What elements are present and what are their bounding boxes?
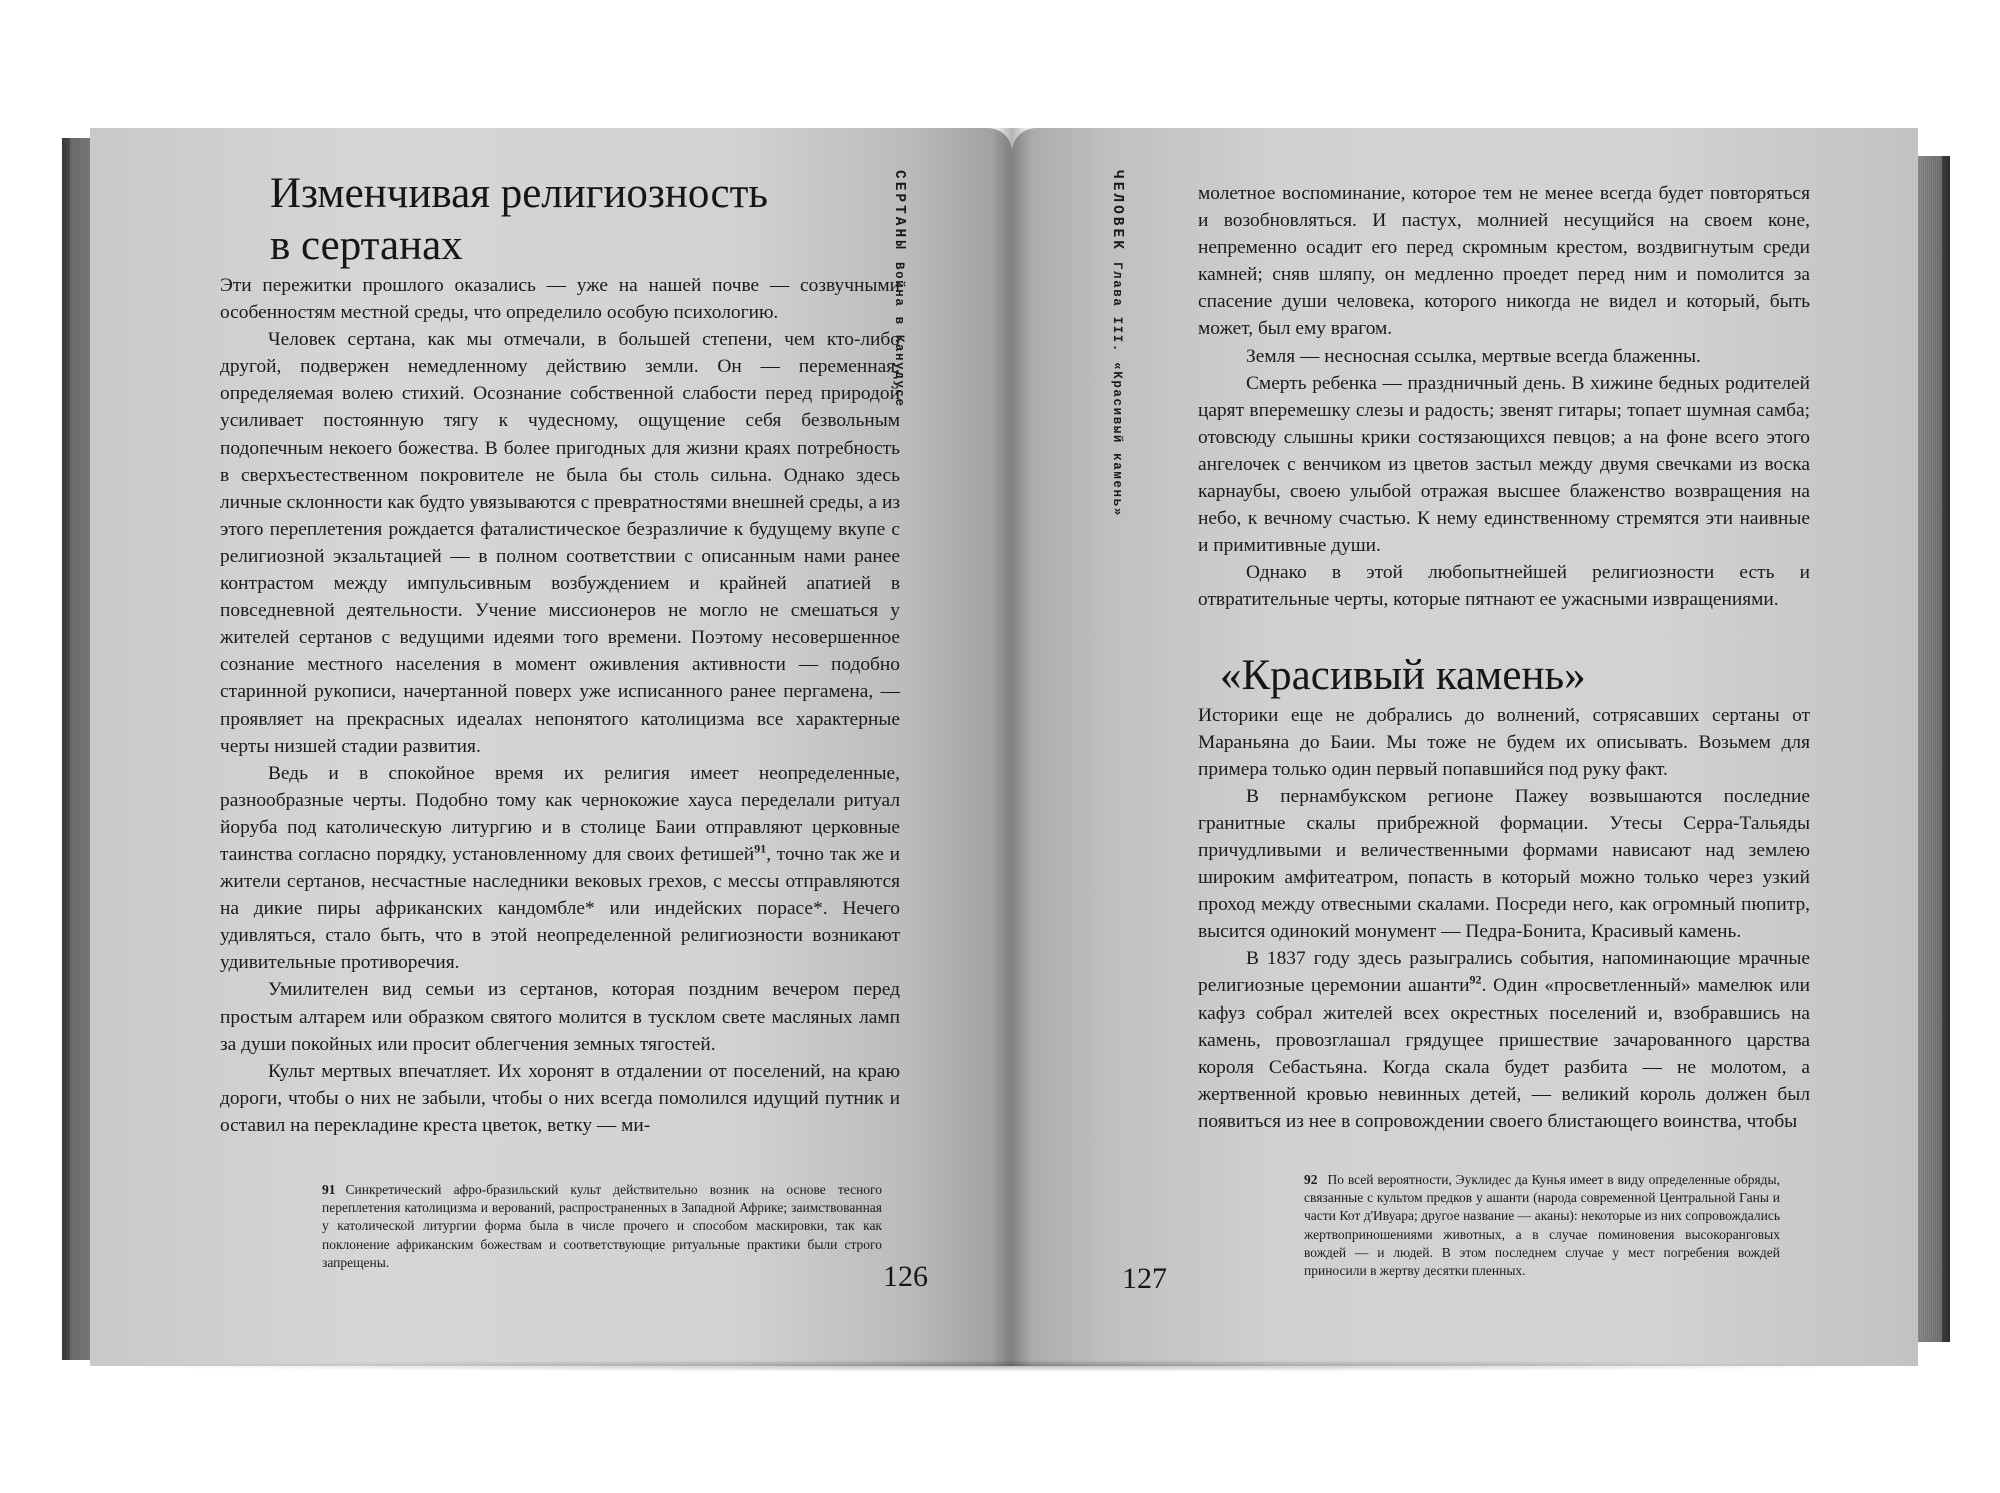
section-title: «Красивый камень» xyxy=(1220,651,1586,699)
footnote-text: По всей вероятности, Эуклидес да Кунья имеет в виду определенные обряды, связанные с культом предков у ашанти (народа современной Центральной Ганы и части Кот д'Ивуара; другое название — аканы): некоторые из них сопровождались жертвоприношениями животных, а в случае поминовения высокоранговых вождей — и людей. В этом последнем случае у мест погребения вождей приносили в жертву десятки пленных. xyxy=(1304,1172,1780,1279)
footnote xyxy=(1304,1171,1780,1280)
right-page xyxy=(1012,128,1918,1366)
paragraph: Человек сертана, как мы отмечали, в большей степени, чем кто-либо другой, подвержен немедленному действию земли. Он — переменная, определяемая волею стихий. Осознание собственной слабости перед природой усиливает постоянную тягу к чудесному, ощущение себя безвольным подопечным некоего божества. В более пригодных для жизни краях потребность в сверхъестественном покровителе не была бы столь сильна. Однако здесь личные склонности как будто увязываются с превратностями внешней среды, а из этого переплетения рождается фаталистическое безразличие к будущему вкупе с религиозной экзальтацией — в полном соответствии с описанным нами ранее контрастом между импульсивным возбуждением и крайней апатией в повседневной деятельности. Учение миссионеров не могло не смешаться у жителей сертанов с ведущими идеями того времени. Поэтому несовершенное сознание местного населения в момент оживления активности — подобно старинной рукописи, начертанной поверх уже исписанного ранее пергамена, — проявляет на прекрасных идеалах непонятого католицизма все характерные черты низшей стадии развития. xyxy=(220,329,900,757)
running-head-right xyxy=(1108,170,1126,516)
running-head-subtitle: Война в Канудусе xyxy=(892,261,906,408)
paragraph xyxy=(220,760,900,977)
footnote-text: Синкретический афро-бразильский культ действительно возник на основе тесного переплетения католицизма и верований, распространенных в Западной Африке; заимствованная у католической литургии форма была в числе прочего и способом маскировки, так как поклонение африканским божествам и соответствующие ритуальные практики были строго запрещены. xyxy=(322,1182,882,1270)
paragraph-text: Ведь и в спокойное время их религия имеет неопределенные, разнообразные черты. Подобно тому как чернокожие хауса переделали ритуал йоруба под католическую литургию и в столице Баии отправляют церковные таинства согласно порядку, установленному для своих фетишей xyxy=(220,762,900,865)
paragraph: Культ мертвых впечатляет. Их хоронят в отдалении от поселений, на краю дороги, чтобы о них не забыли, чтобы о них всегда помолился идущий путник и оставил на перекладине креста цветок, ветку — ми- xyxy=(220,1060,900,1136)
running-head-subtitle: Глава III. «Красивый камень» xyxy=(1110,261,1124,517)
footnote-ref: 92 xyxy=(1469,972,1482,987)
book-gutter-shadow xyxy=(992,128,1032,1366)
footnote-number: 92 xyxy=(1304,1172,1318,1187)
chapter-title-line-2: в сертанах xyxy=(270,222,463,269)
chapter-title xyxy=(270,168,900,272)
page-number: 126 xyxy=(883,1260,928,1293)
paragraph: Смерть ребенка — праздничный день. В хижине бедных родителей царят вперемешку слезы и радость; звенят гитары; топает шумная самба; отовсюду слышны крики состязающихся певцов; а на фоне всего этого ангелочек с венчиком из цветов застыл между двумя свечками из воска карнаубы, своею улыбой отражая высшее блаженство возвращения на небо, к вечному счастью. К нему единственному стремятся эти наивные и примитивные души. xyxy=(1198,372,1810,557)
book-page-edges-left xyxy=(62,138,92,1360)
paragraph: В пернамбукском регионе Пажеу возвышаются последние гранитные скалы прибрежной формации. Утесы Серра-Тальяды причудливыми и величественными формами нависают над землею широким амфитеатром, попасть в который можно только через узкий проход между отвесными скалами. Посреди него, как огромный пюпитр, высится одинокий монумент — Педра-Бонита, Красивый камень. xyxy=(1198,785,1810,943)
paragraph: Эти пережитки прошлого оказались — уже на нашей почве — созвучными особенностям местной среды, что определило особую психологию. xyxy=(220,275,900,324)
right-page-text xyxy=(1198,180,1810,1135)
book-page-edges-right xyxy=(1916,156,1950,1342)
paragraph: Однако в этой любопытнейшей религиозности есть и отвратительные черты, которые пятнают ее ужасными извращениями. xyxy=(1198,562,1810,611)
paragraph xyxy=(1198,945,1810,1135)
page-number: 127 xyxy=(1122,1262,1167,1295)
footnote xyxy=(322,1181,882,1272)
running-head-title: СЕРТАНЫ xyxy=(891,170,907,252)
left-page xyxy=(90,128,1012,1366)
running-head-title: ЧЕЛОВЕК xyxy=(1109,170,1125,252)
running-head-left xyxy=(890,170,908,407)
chapter-title-line-1: Изменчивая религиозность xyxy=(270,170,768,217)
paragraph: Историки еще не добрались до волнений, сотрясавших сертаны от Мараньяна до Баии. Мы тоже не будем их описывать. Возьмем для примера только один первый попавшийся под руку факт. xyxy=(1198,704,1810,780)
book-bottom-shadow xyxy=(102,1360,1910,1372)
paragraph-text: . Один «просветленный» мамелюк или кафуз собрал жителей всех окрестных поселений и, взобравшись на камень, провозглашал грядущее пришествие зачарованного царства короля Себастьяна. Когда скала будет разбита — не молотом, а жертвенной кровью невинных детей, — великий король должен был появиться из нее в сопровождении своего блистающего воинства, чтобы xyxy=(1198,975,1810,1132)
paragraph: Земля — несносная ссылка, мертвые всегда блаженны. xyxy=(1246,345,1701,367)
left-page-text xyxy=(220,168,900,1139)
footnote-number: 91 xyxy=(322,1182,336,1197)
paragraph: Умилителен вид семьи из сертанов, которая поздним вечером перед простым алтарем или образком святого молится в тусклом свете масляных ламп за души покойных или просит облегчения земных тягостей. xyxy=(220,979,900,1055)
paragraph: молетное воспоминание, которое тем не менее всегда будет повторяться и возобновляться. И пастух, молнией несущийся на своем коне, непременно осадит его перед скромным крестом, воздвигнутым среди камней; сняв шляпу, он медленно проедет перед ним и помолится за спасение души человека, которого никогда не видел и который, быть может, был ему врагом. xyxy=(1198,183,1810,340)
paragraph-text: В 1837 году здесь разыгрались события, напоминающие мрачные религиозные церемонии ашанти xyxy=(1198,948,1810,997)
open-book xyxy=(62,128,1950,1366)
footnote-ref: 91 xyxy=(754,841,767,856)
paragraph-text: , точно так же и жители сертанов, несчастные наследники вековых грехов, с мессы отправляются на дикие пиры африканских кандомбле* или индейских порасе*. Нечего удивляться, стало быть, что в этой неопределенной религиозности возникают удивительные противоречия. xyxy=(220,843,900,974)
